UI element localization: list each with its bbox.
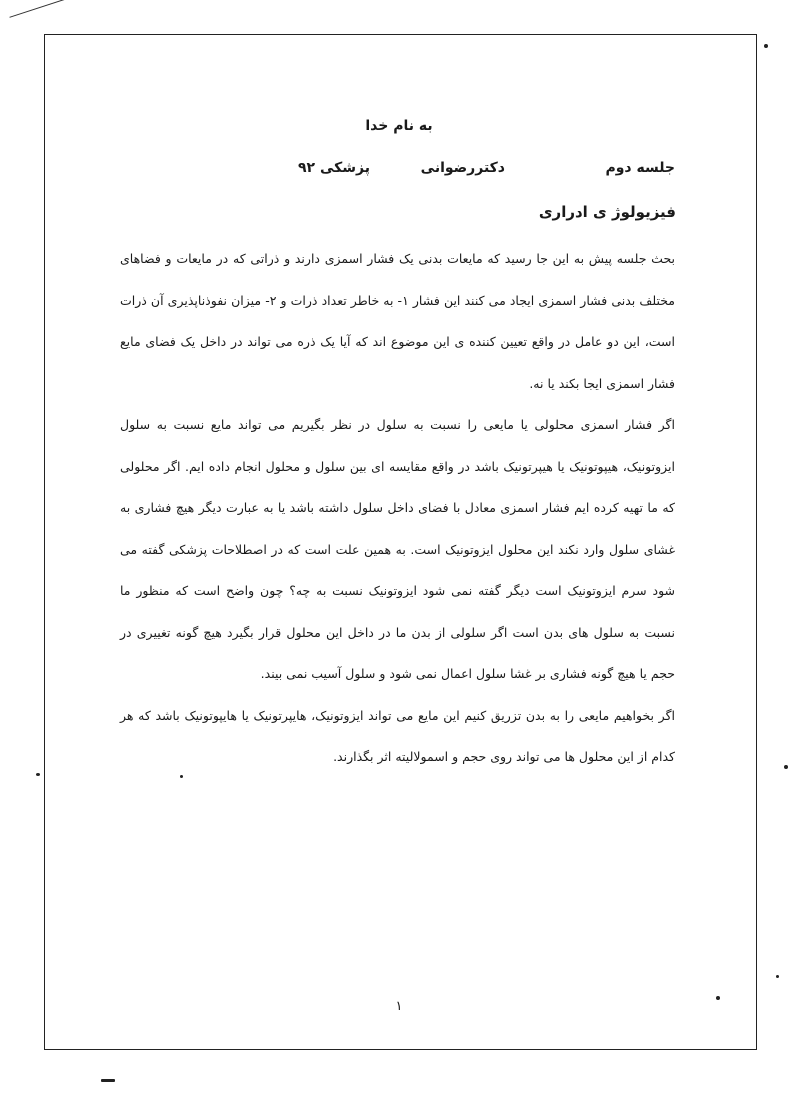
scan-speck: [716, 996, 720, 1000]
scan-speck: [784, 765, 788, 769]
session-info: [70, 160, 675, 184]
scan-speck: [764, 44, 768, 48]
page-number: ۱: [395, 999, 403, 1014]
session-label: جلسه دوم: [605, 160, 675, 176]
body-text: [120, 238, 675, 778]
corner-pen-mark: [2, 0, 67, 18]
paragraph-2: اگر فشار اسمزی محلولی یا مایعی را نسبت به سلول در نظر بگیریم می تواند مایع نسبت به سلول ایزوتونیک، هیپوتونیک یا هیپرتونیک باشد در واقع مقایسه ای بین سلول و محلول انجام داده ایم. اگر محلولی که ما تهیه کرده ایم فشار اسمزی معادل با فضای داخل سلول داشته باشد یا به عبارت دیگر هیچ فشاری به غشای سلول وارد نکند این محلول ایزوتونیک است. به همین علت است که در اصطلاحات پزشکی گفته می شود سرم ایزوتونیک است دیگر گفته نمی شود ایزوتونیک نسبت به چه؟ چون واضح است که منظور ما نسبت به سلول های بدن است اگر سلولی از بدن ما در داخل این محلول قرار بگیرد هیچ گونه تغییری در حجم یا هیچ گونه فشاری بر غشا سلول اعمال نمی شود و سلول آسیب نمی بیند.: [120, 417, 675, 681]
paragraph-1: بحث جلسه پیش به این جا رسید که مایعات بدنی یک فشار اسمزی دارند و ذراتی که در مایعات و فضاهای مختلف بدنی فشار اسمزی ایجاد می کنند این فشار ۱- به خاطر تعداد ذرات و ۲- میزان نفوذناپذیری آن ذرات است، این دو عامل در واقع تعیین کننده ی این موضوع اند که آیا یک ذره می تواند در داخل یک فضای مایع فشار اسمزی ایجا بکند یا نه.: [120, 251, 675, 391]
bismillah-title: به نام خدا: [365, 118, 433, 134]
lecturer-name: دکتررضوانی: [420, 160, 505, 176]
scan-speck: [180, 775, 183, 778]
course-label: پزشکی ۹۲: [297, 160, 370, 176]
paragraph-3: اگر بخواهیم مایعی را به بدن تزریق کنیم این مایع می تواند ایزوتونیک، هایپرتونیک یا هایپوتونیک باشد که هر کدام از این محلول ها می تواند روی حجم و اسمولالیته اثر بگذارند.: [120, 707, 675, 764]
scan-speck: [776, 975, 779, 978]
scan-speck: [36, 773, 40, 776]
section-heading: فیزیولوژ ی ادراری: [538, 203, 676, 221]
scan-speck: [101, 1079, 115, 1082]
